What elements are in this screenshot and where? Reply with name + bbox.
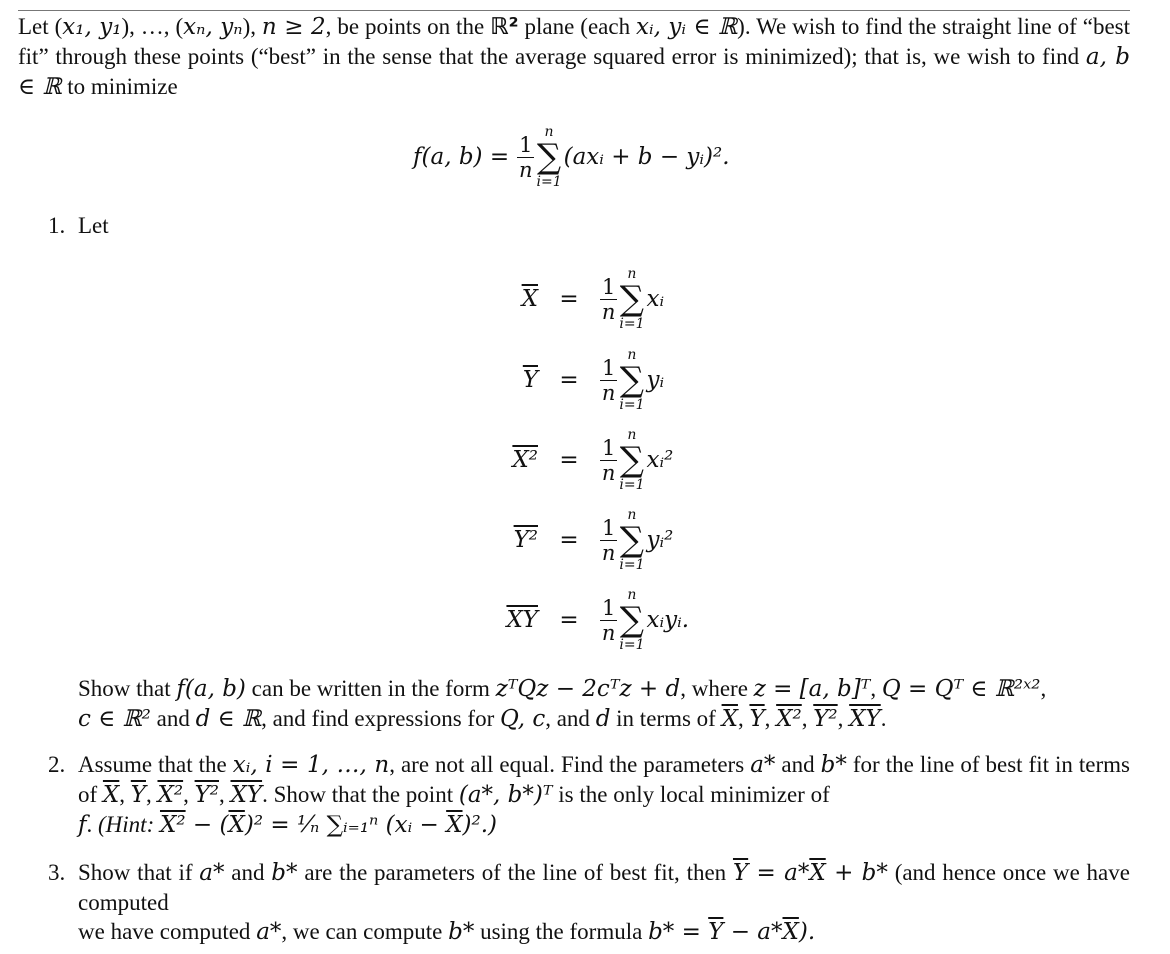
fraction-denominator: n xyxy=(601,460,616,485)
equation-fraction xyxy=(517,133,534,182)
hint xyxy=(98,812,497,838)
item-3-text xyxy=(78,858,1130,947)
sum-lower-limit: i=1 xyxy=(619,477,645,493)
summation xyxy=(619,266,644,332)
fraction-numerator: 1 xyxy=(602,355,616,380)
sum-lower-limit: i=1 xyxy=(619,557,645,573)
task-math: $\overline{X}$ xyxy=(782,919,799,945)
intro-text: plane (each xyxy=(518,14,636,39)
summand: xᵢ xyxy=(646,285,665,312)
definition-equals: = xyxy=(559,285,579,312)
task-text: Show that if xyxy=(78,860,200,885)
sum-lower-limit: i=1 xyxy=(536,174,562,190)
sum-upper-limit: n xyxy=(627,266,637,282)
document-page xyxy=(18,10,1130,102)
task-math: X² xyxy=(776,706,802,732)
summation xyxy=(619,347,644,413)
hint-math: $\overline{X}$ xyxy=(228,812,245,838)
hint-math: ¹⁄ₙ ∑ᵢ₌₁ⁿ (xᵢ − xyxy=(296,812,447,838)
task-math: z = [a, b]ᵀ xyxy=(753,676,871,702)
summand: yᵢ xyxy=(646,366,665,393)
fraction xyxy=(600,356,617,405)
item-number: 3. xyxy=(48,860,66,885)
fraction-denominator: n xyxy=(519,157,533,182)
task-math: d ∈ ℝ xyxy=(195,706,262,732)
task-text: , xyxy=(801,706,814,731)
task-text: and xyxy=(775,752,821,777)
task-math: a* xyxy=(750,752,776,778)
task-math: b* xyxy=(448,919,475,945)
intro-text: to minimize xyxy=(61,74,178,99)
task-math: $\overline{X}$ xyxy=(721,706,738,732)
fraction-numerator: 1 xyxy=(602,595,616,620)
fraction-numerator: 1 xyxy=(602,274,616,299)
sum-lower-limit: i=1 xyxy=(619,637,645,653)
definition-rhs xyxy=(600,266,664,332)
fraction xyxy=(600,436,617,485)
task-text: , xyxy=(145,782,158,807)
definition-equals: = xyxy=(559,606,579,633)
intro-math: xᵢ, yᵢ ∈ ℝ xyxy=(636,14,738,40)
task-math: + b* xyxy=(825,860,888,886)
task-math: $\overline{Y}$ xyxy=(732,860,749,886)
task-text: , xyxy=(1040,676,1047,701)
item-number: 2. xyxy=(48,752,66,777)
intro-text: ). We wish to find the straight line of “best fit” through these points (“best” in the sense that the average squared error is minimized); that is, we wish to find xyxy=(18,14,1131,69)
sum-lower-limit: i=1 xyxy=(619,397,645,413)
list-item-3 xyxy=(48,858,1130,947)
fraction-numerator: 1 xyxy=(602,435,616,460)
task-text: , xyxy=(764,706,777,731)
sum-upper-limit: n xyxy=(544,124,554,140)
task-math: xᵢ, i = 1, …, n xyxy=(232,752,390,778)
summation xyxy=(619,507,644,573)
list-item-2 xyxy=(48,750,1130,840)
definitions-block xyxy=(470,258,689,660)
fraction-denominator: n xyxy=(601,299,616,324)
intro-math: n ≥ 2 xyxy=(261,14,326,40)
task-text: and xyxy=(150,706,196,731)
summation xyxy=(536,124,561,190)
task-text: , where xyxy=(680,676,754,701)
task-text: is the only local minimizer of xyxy=(552,782,830,807)
task-math: $\overline{X}$ xyxy=(809,860,826,886)
task-text: , xyxy=(870,676,882,701)
summand: xᵢ² xyxy=(646,446,674,473)
task-text: , xyxy=(119,782,131,807)
summation xyxy=(619,587,644,653)
summand: yᵢ² xyxy=(646,526,674,553)
task-text: are the parameters of the line of best fit, then xyxy=(297,860,733,885)
task-math: Y² xyxy=(813,706,838,732)
hint-math: X² xyxy=(159,812,186,838)
task-math: $\overline{X}$ xyxy=(102,782,120,808)
task-math: b* xyxy=(271,860,298,886)
task-text: , and find expressions for xyxy=(261,706,500,731)
fraction xyxy=(600,275,617,324)
definition-rhs xyxy=(600,427,673,493)
top-rule xyxy=(18,10,1130,11)
task-math: ). xyxy=(798,919,816,945)
item-text: Let xyxy=(78,213,109,238)
sum-symbol: ∑ xyxy=(619,360,645,400)
summand: xᵢyᵢ. xyxy=(646,606,690,633)
definition-rhs xyxy=(600,587,689,653)
task-math: a* xyxy=(256,919,282,945)
sum-upper-limit: n xyxy=(627,347,637,363)
task-text: . xyxy=(86,812,99,837)
task-math: a* xyxy=(199,860,225,886)
task-math: − a* xyxy=(723,919,783,945)
hint-math: − ( xyxy=(185,812,229,838)
task-math: b* xyxy=(820,752,847,778)
line2-content xyxy=(78,919,815,944)
intro-math: a, b ∈ ℝ xyxy=(18,44,1130,100)
fraction-numerator: 1 xyxy=(602,515,616,540)
task-math: b* = xyxy=(648,919,709,945)
task-math: $\overline{Y}$ xyxy=(130,782,146,808)
intro-math: xₙ, yₙ xyxy=(183,14,243,40)
equation-lhs: f(a, b) = xyxy=(413,143,510,170)
definition-equals: = xyxy=(559,526,579,553)
definition-rhs xyxy=(600,507,673,573)
hint-math: )². xyxy=(462,812,489,838)
task-math: = a* xyxy=(748,860,810,886)
task-math: Q, c xyxy=(500,706,546,732)
definition-lhs: $\overline{XY}$ xyxy=(506,606,538,633)
intro-paragraph xyxy=(18,10,1130,102)
task-math: f xyxy=(78,812,87,838)
hint-math: $\overline{X}$ xyxy=(446,812,463,838)
intro-text: , be points on the xyxy=(325,14,491,39)
task-text: Assume that the xyxy=(78,752,233,777)
summand: (axᵢ + b − yᵢ)². xyxy=(563,143,730,170)
task-math: (a*, b*)ᵀ xyxy=(458,782,553,808)
fraction-denominator: n xyxy=(601,380,616,405)
fraction-denominator: n xyxy=(601,620,616,645)
task-text: (and hence once we have computed xyxy=(78,860,1130,915)
fraction xyxy=(600,596,617,645)
task-text: using the formula xyxy=(474,919,649,944)
hint-text: ) xyxy=(488,812,498,838)
sum-lower-limit: i=1 xyxy=(619,316,645,332)
task-text: . xyxy=(880,706,887,731)
intro-text: ), …, ( xyxy=(121,14,184,39)
intro-text: Let ( xyxy=(18,14,63,39)
task-math: $\overline{Y}$ xyxy=(749,706,765,732)
sum-symbol: ∑ xyxy=(619,520,645,560)
sum-upper-limit: n xyxy=(627,507,637,523)
task-math: c ∈ ℝ² xyxy=(78,706,151,732)
task-math: d xyxy=(595,706,611,732)
item-1-task xyxy=(78,674,1130,734)
sum-upper-limit: n xyxy=(627,587,637,603)
definition-equals: = xyxy=(559,446,579,473)
task-text: , and xyxy=(545,706,596,731)
task-math: f(a, b) xyxy=(176,676,246,702)
fraction-denominator: n xyxy=(601,540,616,565)
objective-equation xyxy=(413,112,730,202)
definition-row xyxy=(470,580,689,660)
definition-equals: = xyxy=(559,366,579,393)
task-math: Y² xyxy=(194,782,219,808)
task-text: , we can compute xyxy=(281,919,449,944)
definition-rhs xyxy=(600,347,664,413)
task-text: , are not all equal. Find the parameters xyxy=(389,752,751,777)
task-text: . Show that the point xyxy=(262,782,459,807)
task-text: , xyxy=(219,782,231,807)
definition-lhs: Y² xyxy=(513,526,538,553)
summation xyxy=(619,427,644,493)
task-text: , xyxy=(183,782,195,807)
task-text: , xyxy=(837,706,850,731)
task-math: $\overline{XY}$ xyxy=(849,706,881,732)
item-number: 1. xyxy=(48,213,66,238)
task-math: $\overline{XY}$ xyxy=(230,782,263,808)
sum-symbol: ∑ xyxy=(619,600,645,640)
task-text: for the line of best fit in terms of xyxy=(78,752,1130,807)
task-text: , xyxy=(737,706,750,731)
definition-row xyxy=(470,420,689,500)
fraction xyxy=(600,516,617,565)
task-math: X² xyxy=(157,782,184,808)
intro-math: x₁, y₁ xyxy=(62,14,122,40)
sum-upper-limit: n xyxy=(627,427,637,443)
task-math: zᵀQz − 2cᵀz + d xyxy=(495,676,681,702)
hint-math: )² = xyxy=(244,812,297,838)
task-text: in terms of xyxy=(610,706,722,731)
intro-text: ), xyxy=(242,14,262,39)
task-math: Q = Qᵀ ∈ ℝ²ˣ² xyxy=(881,676,1041,702)
intro-math: ℝ² xyxy=(490,14,519,40)
sum-symbol: ∑ xyxy=(619,440,645,480)
definition-row xyxy=(470,258,689,340)
task-text: can be written in the form xyxy=(245,676,496,701)
definition-lhs: $\overline{Y}$ xyxy=(522,366,538,393)
task-text: Show that xyxy=(78,676,177,701)
sum-symbol: ∑ xyxy=(619,279,645,319)
definition-row xyxy=(470,340,689,420)
sum-symbol: ∑ xyxy=(536,137,562,177)
hint-text: (Hint: xyxy=(98,812,160,837)
definition-row xyxy=(470,500,689,580)
task-text: and xyxy=(224,860,272,885)
task-text: we have computed xyxy=(78,919,257,944)
definition-lhs: X² xyxy=(512,446,538,473)
fraction-numerator: 1 xyxy=(519,132,533,157)
task-math: $\overline{Y}$ xyxy=(708,919,724,945)
item-2-text xyxy=(78,750,1130,840)
definition-lhs: $\overline{X}$ xyxy=(521,285,538,312)
